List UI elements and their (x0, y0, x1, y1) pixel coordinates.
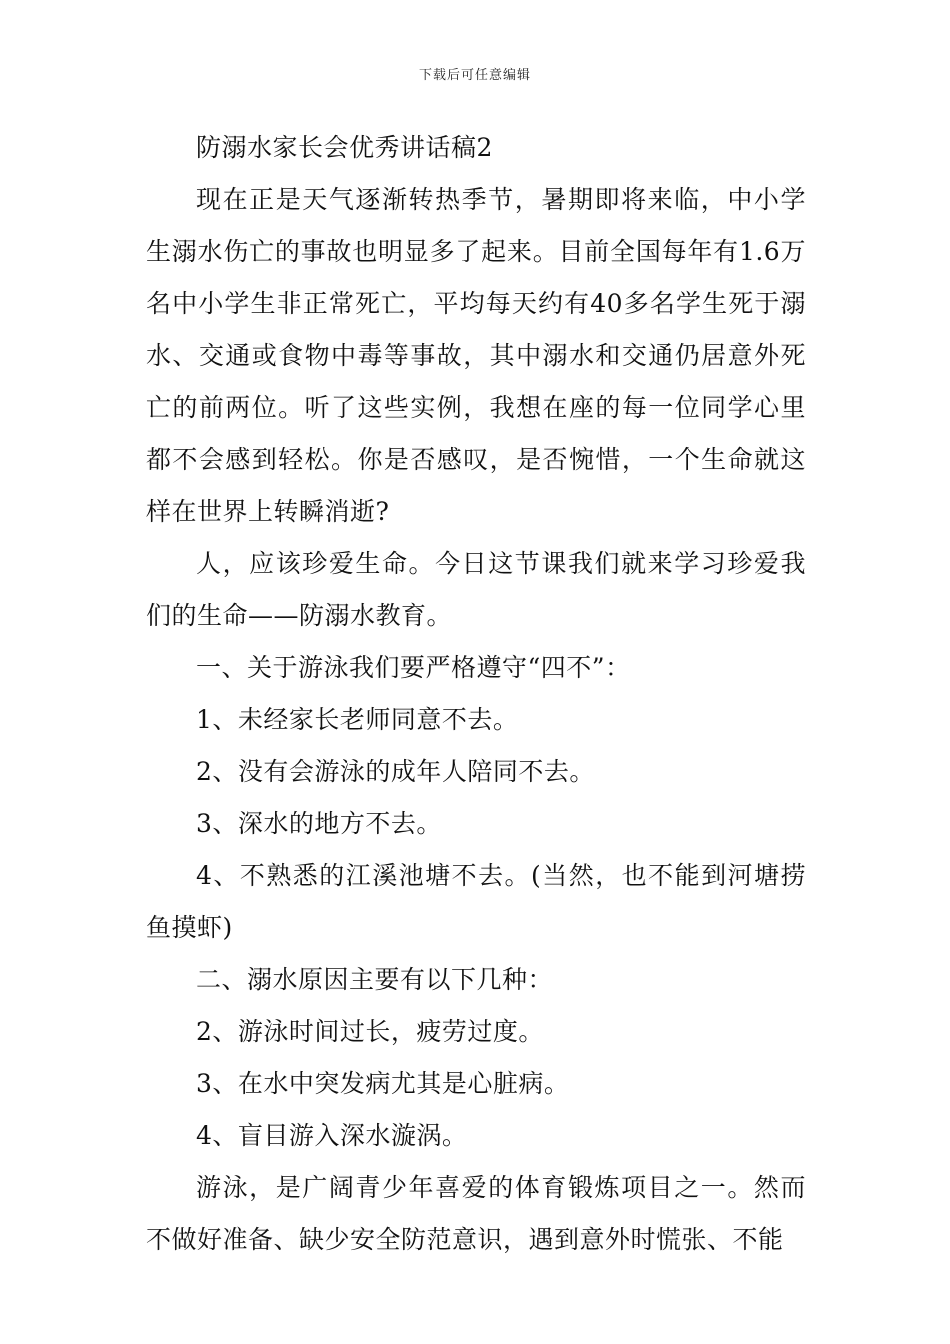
paragraph: 一、关于游泳我们要严格遵守“四不”： (196, 653, 631, 682)
list-item: 2、游泳时间过长，疲劳过度。 (196, 1017, 544, 1046)
paragraph: 游泳，是广阔青少年喜爱的体育锻炼项目之一。然而不做好准备、缺少安全防范意识，遇到意外时慌张、不能 (146, 1173, 806, 1254)
list-item: 4、盲目游入深水漩涡。 (196, 1121, 468, 1150)
list-item: 3、深水的地方不去。 (196, 809, 442, 838)
list-item: 1、未经家长老师同意不去。 (196, 705, 519, 734)
list-item: 4、不熟悉的江溪池塘不去。(当然，也不能到河塘捞鱼摸虾) (146, 861, 806, 942)
document-title: 防溺水家长会优秀讲话稿2 (196, 133, 493, 162)
paragraph: 人，应该珍爱生命。今日这节课我们就来学习珍爱我们的生命——防溺水教育。 (146, 549, 806, 630)
list-item: 3、在水中突发病尤其是心脏病。 (196, 1069, 570, 1098)
paragraph: 现在正是天气逐渐转热季节，暑期即将来临，中小学生溺水伤亡的事故也明显多了起来。目前全国每年有1.6万名中小学生非正常死亡，平均每天约有40多名学生死于溺水、交通或食物中毒等事故，其中溺水和交通仍居意外死亡的前两位。听了这些实例，我想在座的每一位同学心里都不会感到轻松。你是否感叹，是否惋惜，一个生命就这样在世界上转瞬消逝? (146, 185, 806, 526)
document-body (146, 122, 806, 1266)
paragraph: 二、溺水原因主要有以下几种： (196, 965, 554, 994)
list-item: 2、没有会游泳的成年人陪同不去。 (196, 757, 595, 786)
header-note: 下载后可任意编辑 (418, 68, 531, 83)
